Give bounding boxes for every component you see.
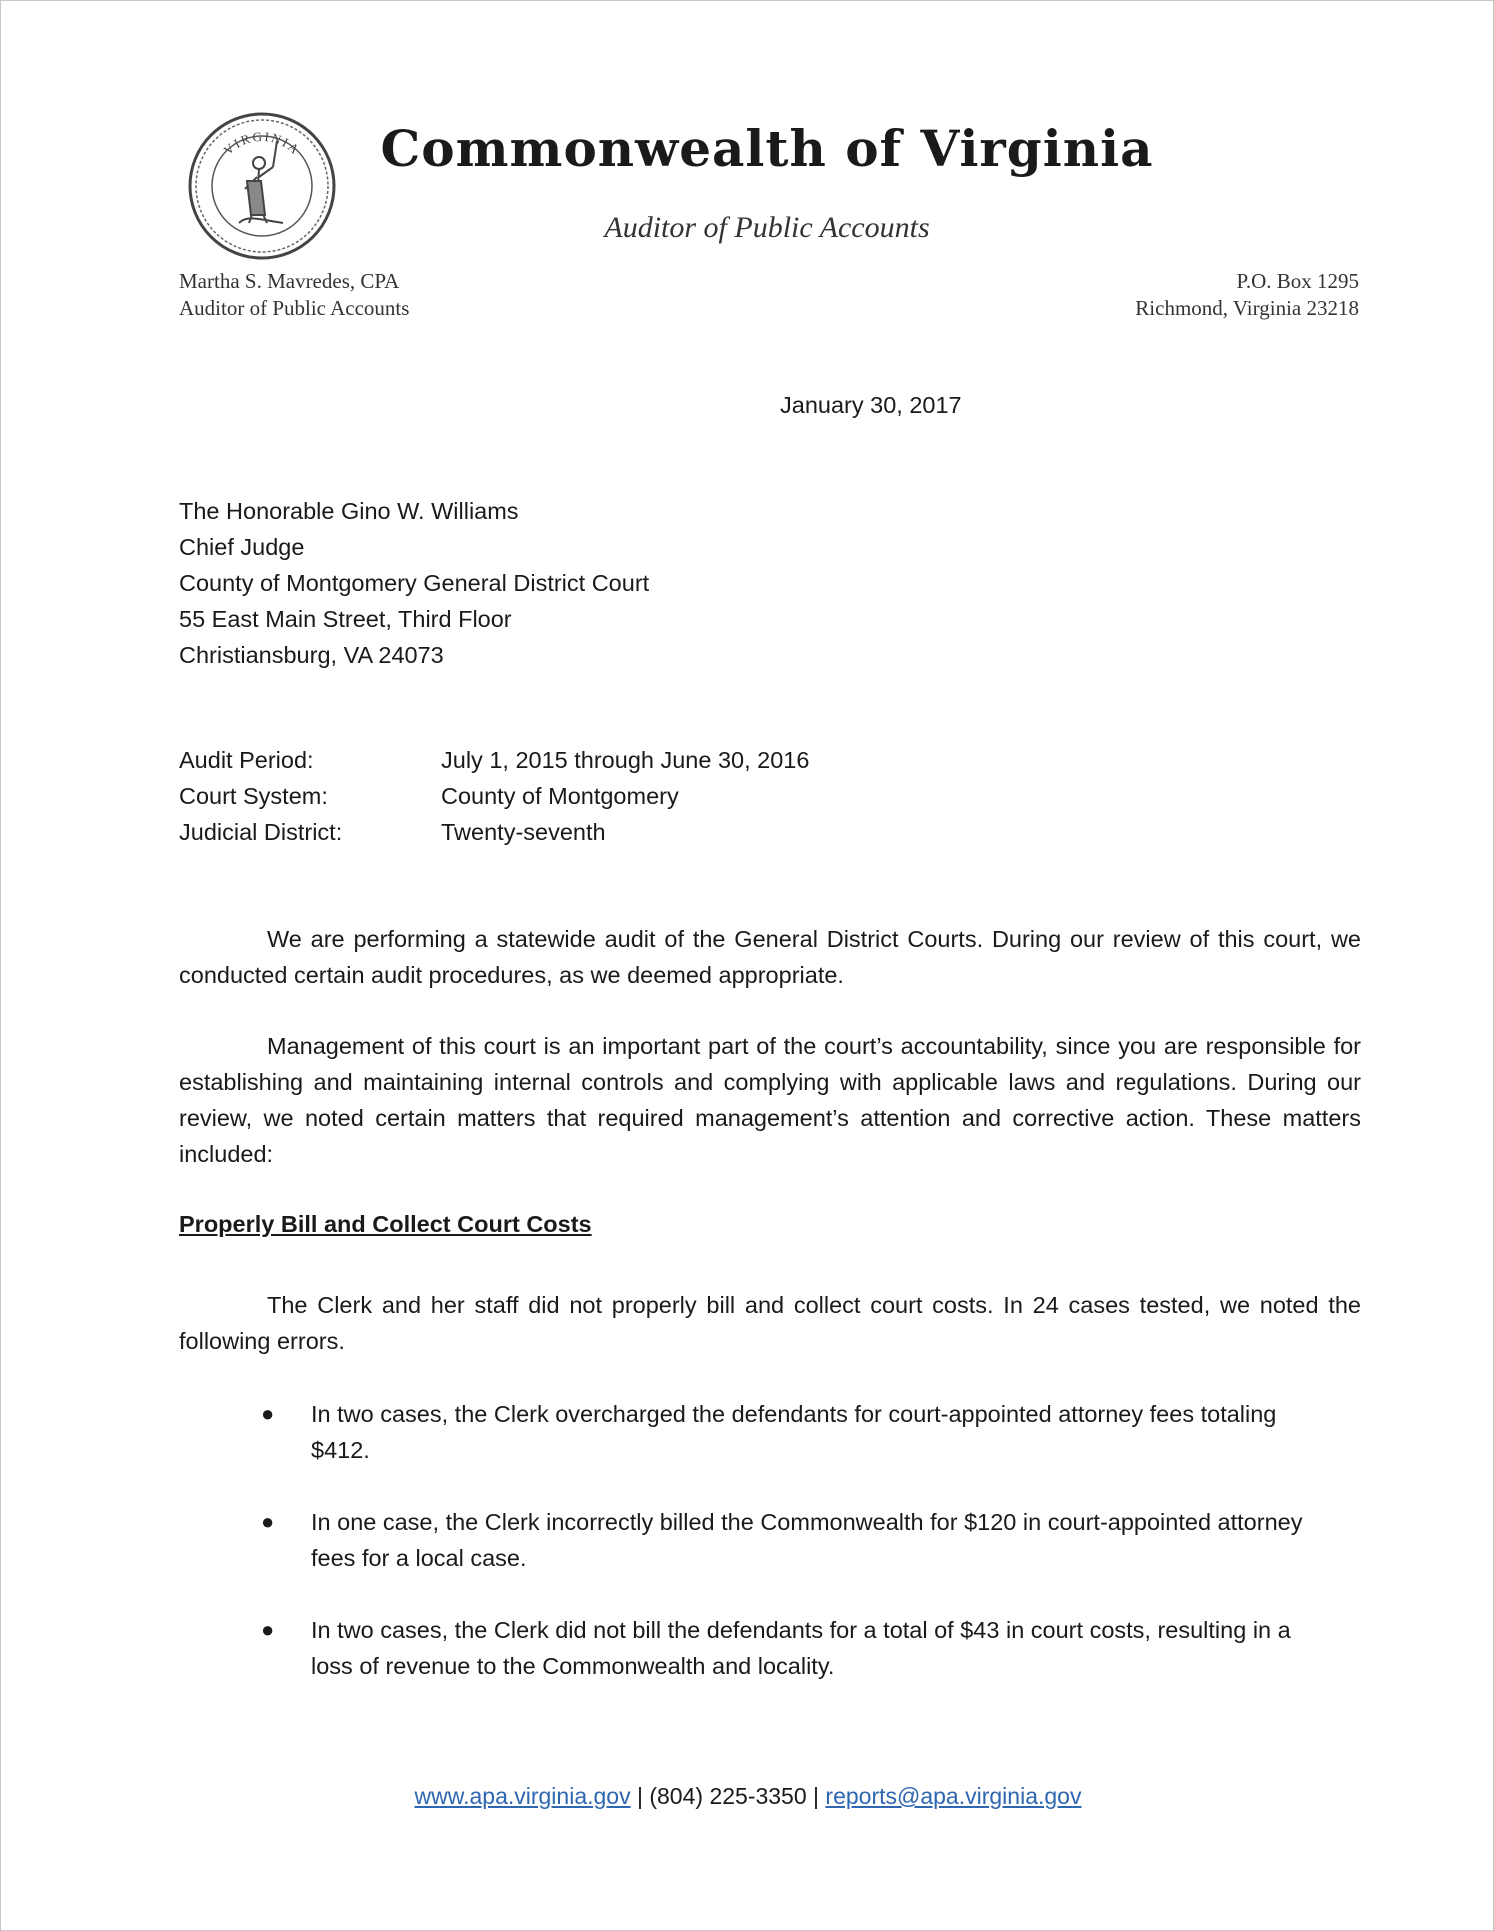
auditor-name: Martha S. Mavredes, CPA — [179, 269, 400, 293]
letterhead-title: Commonwealth of Virginia — [380, 119, 1154, 178]
paragraph-intro-text: We are performing a statewide audit of the General District Courts. During our review of this court, we conducted certain audit procedures, as we deemed appropriate. — [179, 926, 1361, 988]
findings-list — [261, 1396, 1311, 1720]
recipient-court: County of Montgomery General District Court — [179, 570, 650, 596]
city-state-zip: Richmond, Virginia 23218 — [1135, 296, 1359, 320]
footer — [1, 1783, 1494, 1810]
footer-separator: | — [813, 1783, 820, 1809]
audit-info-value: Twenty-seventh — [441, 819, 606, 845]
bullet-icon: ● — [261, 1509, 275, 1534]
auditor-title: Auditor of Public Accounts — [179, 296, 410, 320]
list-item-text: In one case, the Clerk incorrectly billed the Commonwealth for $120 in court-appointed attorney fees for a local case. — [311, 1509, 1303, 1571]
letter-date: January 30, 2017 — [780, 392, 962, 418]
footer-separator: | — [636, 1783, 643, 1809]
website-link[interactable]: www.apa.virginia.gov — [414, 1783, 631, 1809]
section-heading: Properly Bill and Collect Court Costs — [179, 1211, 592, 1237]
bullet-icon: ● — [261, 1617, 275, 1642]
audit-info — [179, 742, 809, 850]
recipient-title: Chief Judge — [179, 534, 305, 560]
seal-text: VIRGINIA — [220, 128, 304, 158]
list-item — [261, 1504, 1311, 1576]
audit-info-row — [179, 742, 809, 778]
audit-info-label: Court System: — [179, 783, 328, 809]
list-item-text: In two cases, the Clerk overcharged the defendants for court-appointed attorney fees totaling $412. — [311, 1401, 1277, 1463]
paragraph-findings — [179, 1287, 1361, 1359]
recipient-address — [179, 493, 649, 673]
mailing-address-block — [1135, 268, 1359, 322]
audit-info-row — [179, 814, 809, 850]
paragraph-findings-text: The Clerk and her staff did not properly bill and collect court costs. In 24 cases tested, we noted the following errors. — [179, 1292, 1361, 1354]
phone-number: (804) 225-3350 — [649, 1783, 807, 1809]
audit-info-value: July 1, 2015 through June 30, 2016 — [441, 747, 810, 773]
recipient-city: Christiansburg, VA 24073 — [179, 642, 444, 668]
audit-info-row — [179, 778, 809, 814]
audit-info-label: Judicial District: — [179, 819, 343, 845]
paragraph-intro — [179, 921, 1361, 993]
list-item — [261, 1612, 1311, 1684]
email-link[interactable]: reports@apa.virginia.gov — [825, 1783, 1082, 1809]
audit-info-label: Audit Period: — [179, 747, 314, 773]
list-item — [261, 1396, 1311, 1468]
audit-info-value: County of Montgomery — [441, 783, 679, 809]
bullet-icon: ● — [261, 1401, 275, 1426]
po-box: P.O. Box 1295 — [1236, 269, 1359, 293]
paragraph-management — [179, 1028, 1361, 1172]
recipient-name: The Honorable Gino W. Williams — [179, 498, 519, 524]
recipient-street: 55 East Main Street, Third Floor — [179, 606, 512, 632]
paragraph-management-text: Management of this court is an important part of the court’s accountability, since you are responsible for establishing and maintaining internal controls and complying with applicable laws and regulations. During our review, we noted certain matters that required management’s attention and corrective action. These matters included: — [179, 1033, 1361, 1167]
auditor-block — [179, 268, 409, 322]
letterhead-subtitle: Auditor of Public Accounts — [604, 211, 930, 244]
list-item-text: In two cases, the Clerk did not bill the defendants for a total of $43 in court costs, resulting in a loss of revenue to the Commonwealth and locality. — [311, 1617, 1291, 1679]
